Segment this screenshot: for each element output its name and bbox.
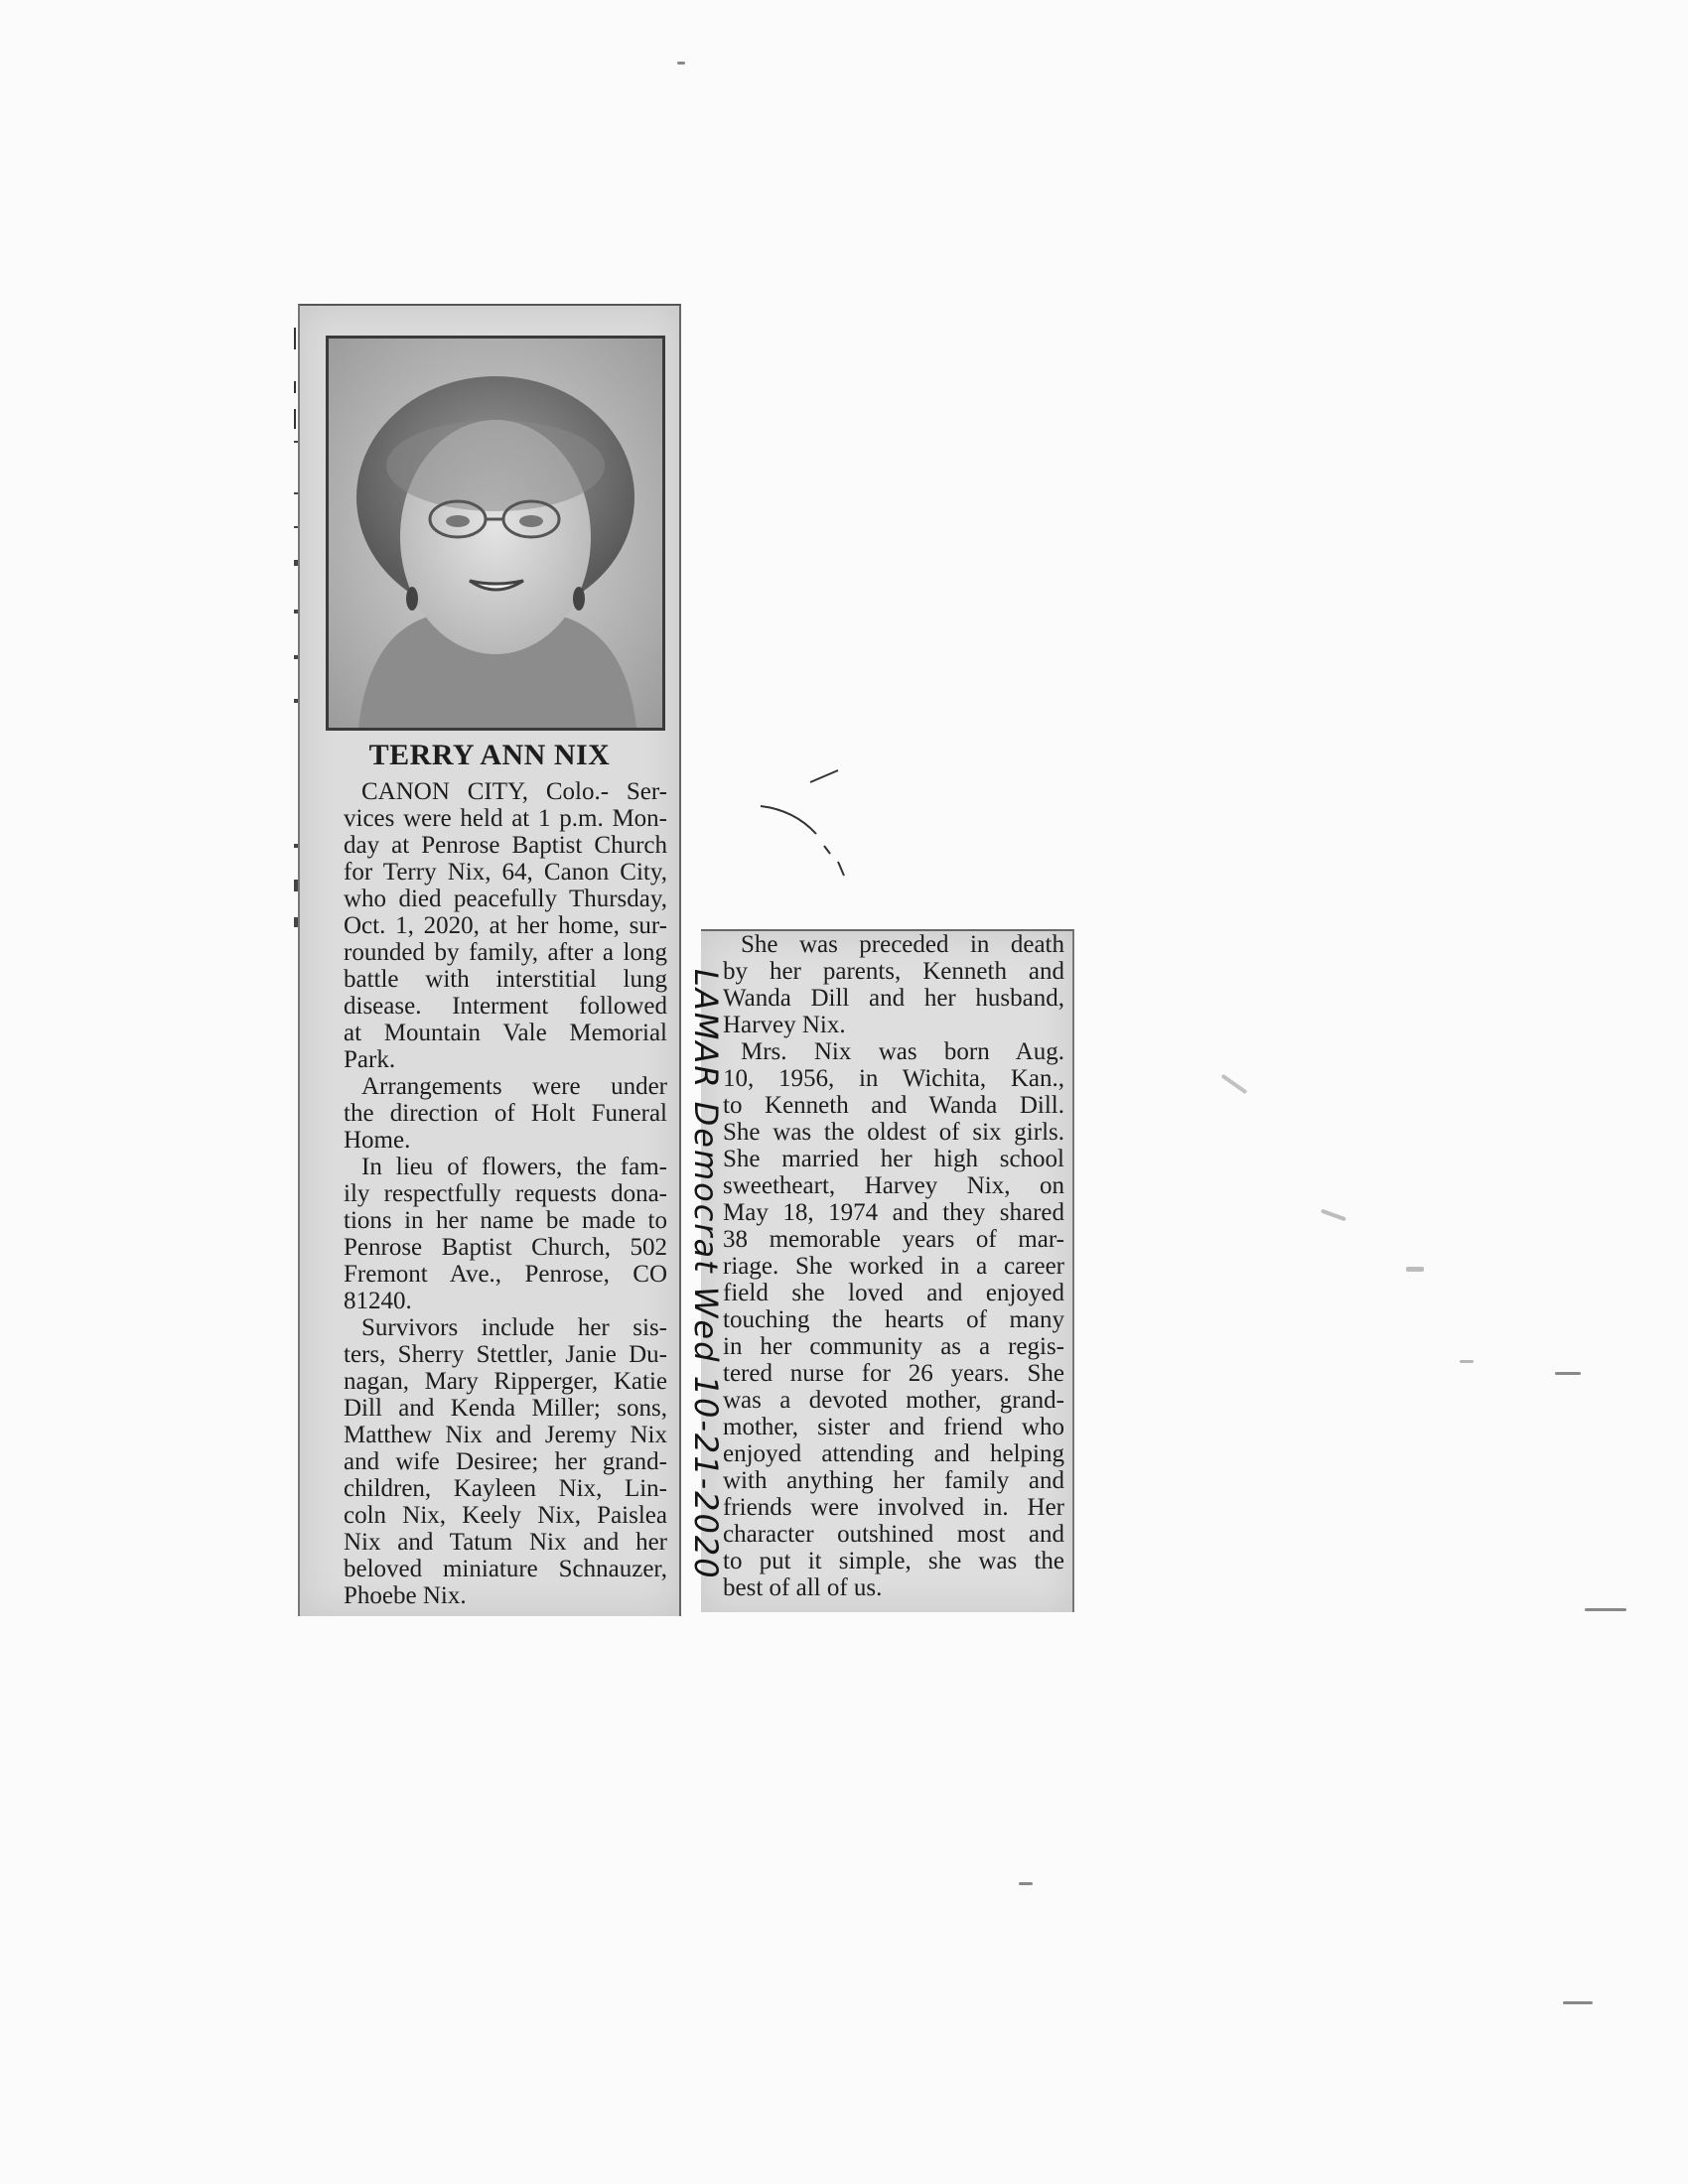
obituary-line: Nix and Tatum Nix and her: [344, 1529, 667, 1556]
scan-mark: [1406, 1267, 1424, 1272]
obituary-clipping-left: [298, 304, 681, 1616]
obituary-line: field she loved and enjoyed: [723, 1280, 1064, 1306]
obituary-line: beloved miniature Schnauzer,: [344, 1556, 667, 1582]
obituary-line: tions in her name be made to: [344, 1207, 667, 1234]
obituary-line: Park.: [344, 1046, 396, 1073]
scan-mark: [1460, 1360, 1474, 1363]
obituary-line: for Terry Nix, 64, Canon City,: [344, 859, 667, 886]
scan-mark: [1555, 1372, 1581, 1375]
obituary-line: Penrose Baptist Church, 502: [344, 1234, 667, 1261]
obituary-line: battle with interstitial lung: [344, 966, 667, 993]
obituary-line: Mrs. Nix was born Aug.: [741, 1038, 1064, 1065]
obituary-text-left: [344, 778, 667, 1609]
obituary-line: ters, Sherry Stettler, Janie Du-: [344, 1341, 667, 1368]
obituary-line: by her parents, Kenneth and: [723, 958, 1064, 985]
scan-mark: [1221, 1074, 1248, 1094]
obituary-line: vices were held at 1 p.m. Mon-: [344, 805, 667, 832]
obituary-clipping-right: [701, 929, 1074, 1612]
obituary-line: sweetheart, Harvey Nix, on: [723, 1172, 1064, 1199]
obituary-line: May 18, 1974 and they shared: [723, 1199, 1064, 1226]
obituary-line: enjoyed attending and helping: [723, 1440, 1064, 1467]
cut-marks: [755, 764, 864, 884]
obituary-line: disease. Interment followed: [344, 993, 667, 1020]
obituary-line: She was the oldest of six girls.: [723, 1119, 1064, 1146]
obituary-line: who died peacefully Thursday,: [344, 886, 667, 912]
obituary-line: in her community as a regis-: [723, 1333, 1064, 1360]
obituary-line: riage. She worked in a career: [723, 1253, 1064, 1280]
handwritten-note: LAMAR Democrat Wed 10-21-2020: [687, 969, 725, 1580]
portrait-image: [329, 339, 662, 728]
obituary-line: touching the hearts of many: [723, 1306, 1064, 1333]
obituary-line: Survivors include her sis-: [361, 1314, 667, 1341]
obituary-line: to put it simple, she was the: [723, 1548, 1064, 1574]
obituary-line: Arrangements were under: [361, 1073, 667, 1100]
obituary-line: nagan, Mary Ripperger, Katie: [344, 1368, 667, 1395]
obituary-line: ily respectfully requests dona-: [344, 1180, 667, 1207]
obituary-line: character outshined most and: [723, 1521, 1064, 1548]
obituary-line: mother, sister and friend who: [723, 1414, 1064, 1440]
obituary-line: 10, 1956, in Wichita, Kan.,: [723, 1065, 1064, 1092]
obituary-text-right: [723, 931, 1064, 1601]
obituary-line: Harvey Nix.: [723, 1012, 846, 1038]
obituary-line: Oct. 1, 2020, at her home, sur-: [344, 912, 667, 939]
scan-mark: [1321, 1209, 1346, 1222]
obituary-line: Phoebe Nix.: [344, 1582, 467, 1609]
obituary-line: at Mountain Vale Memorial: [344, 1020, 667, 1046]
obituary-line: Fremont Ave., Penrose, CO: [344, 1261, 667, 1288]
obituary-line: 38 memorable years of mar-: [723, 1226, 1064, 1253]
obituary-line: friends were involved in. Her: [723, 1494, 1064, 1521]
obituary-line: tered nurse for 26 years. She: [723, 1360, 1064, 1387]
obituary-line: She married her high school: [723, 1146, 1064, 1172]
obituary-line: CANON CITY, Colo.- Ser-: [361, 778, 667, 805]
obituary-line: Home.: [344, 1127, 411, 1154]
obituary-photo: [326, 336, 665, 731]
obituary-line: Dill and Kenda Miller; sons,: [344, 1395, 667, 1422]
scan-mark: [1585, 1608, 1626, 1611]
obituary-line: Matthew Nix and Jeremy Nix: [344, 1422, 667, 1448]
obituary-line: day at Penrose Baptist Church: [344, 832, 667, 859]
obituary-line: 81240.: [344, 1288, 412, 1314]
obituary-line: with anything her family and: [723, 1467, 1064, 1494]
obituary-line: to Kenneth and Wanda Dill.: [723, 1092, 1064, 1119]
obituary-line: Wanda Dill and her husband,: [723, 985, 1064, 1012]
obituary-line: rounded by family, after a long: [344, 939, 667, 966]
obituary-line: children, Kayleen Nix, Lin-: [344, 1475, 667, 1502]
obituary-line: In lieu of flowers, the fam-: [361, 1154, 667, 1180]
scan-mark: [1019, 1882, 1033, 1885]
obituary-line: She was preceded in death: [741, 931, 1064, 958]
obituary-name: TERRY ANN NIX: [368, 739, 611, 771]
obituary-line: coln Nix, Keely Nix, Paislea: [344, 1502, 667, 1529]
scan-mark: [677, 62, 685, 65]
obituary-line: was a devoted mother, grand-: [723, 1387, 1064, 1414]
obituary-line: best of all of us.: [723, 1574, 883, 1601]
scan-mark: [1563, 2001, 1593, 2004]
obituary-line: the direction of Holt Funeral: [344, 1100, 667, 1127]
obituary-line: and wife Desiree; her grand-: [344, 1448, 667, 1475]
